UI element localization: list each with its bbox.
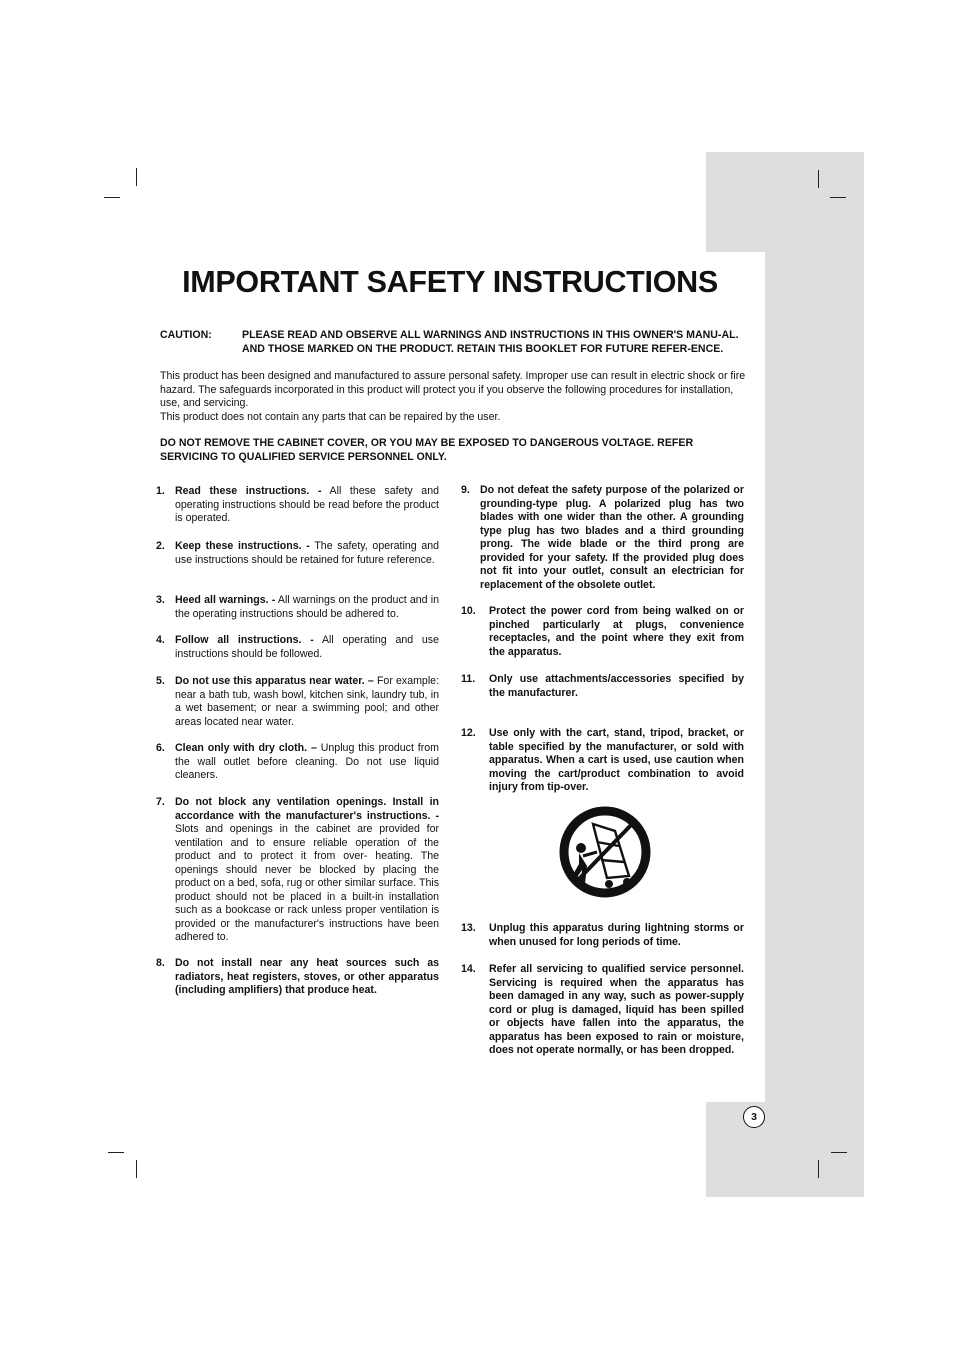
cabinet-warning: DO NOT REMOVE THE CABINET COVER, OR YOU MAY BE EXPOSED TO DANGEROUS VOLTAGE. REFER SERVICING TO QUALIFIED SERVICE PERSONNEL ONLY. xyxy=(160,437,694,463)
instruction-number: 4. xyxy=(156,634,165,646)
instruction-heading: Heed all warnings. - xyxy=(175,594,276,606)
intro-text xyxy=(160,370,748,424)
intro-paragraph: This product has been designed and manufactured to assure personal safety. Improper use can result in electric shock or fire hazard. The safeguards incorporated in this product will protect you if you observe the following procedures for installation, use, and servicing. xyxy=(160,370,746,409)
instruction-item xyxy=(0,922,744,949)
instruction-text: For example: near a bath tub, wash bowl, kitchen sink, laundry tub, in a wet basement; or near a swimming pool; and other areas located near water. xyxy=(175,675,440,728)
crop-mark xyxy=(136,1160,137,1178)
instruction-heading: Follow all instructions. - xyxy=(175,634,314,646)
crop-mark xyxy=(818,1160,819,1178)
instruction-heading: Read these instructions. - xyxy=(175,485,322,497)
crop-mark xyxy=(108,1152,124,1153)
instruction-text: All operating and use instructions should be followed. xyxy=(175,634,439,660)
side-tab-top xyxy=(706,152,864,252)
side-tab-strip xyxy=(765,252,864,1197)
instruction-heading: Do not use this apparatus near water. – xyxy=(175,675,374,687)
instruction-number: 5. xyxy=(156,675,165,687)
instruction-number: 12. xyxy=(461,727,476,739)
instruction-heading: Refer all servicing to qualified service personnel. Servicing is required when the apparatus has been damaged in any way, such as power-supply cord or plug is damaged, liquid has been spilled or objects have fallen into the apparatus, the apparatus has been exposed to rain or moisture, does not operate normally, or has been dropped. xyxy=(489,963,744,1056)
intro-paragraph: This product does not contain any parts that can be repaired by the user. xyxy=(160,410,501,423)
instruction-text: The safety, operating and use instructions should be retained for future reference. xyxy=(175,540,439,566)
instruction-number: 7. xyxy=(156,796,165,808)
instruction-heading: Protect the power cord from being walked on or pinched particularly at plugs, convenience receptacles, and the point where they exit from the apparatus. xyxy=(489,605,744,658)
instruction-item xyxy=(0,484,744,592)
crop-mark xyxy=(830,197,846,198)
cart-tip-over-warning-icon xyxy=(557,804,653,900)
instruction-text: All warnings on the product and in the operating instructions should be adhered to. xyxy=(175,594,440,620)
instruction-number: 13. xyxy=(461,922,476,934)
instruction-number: 8. xyxy=(156,957,165,969)
page-number: 3 xyxy=(743,1106,765,1128)
instruction-number: 1. xyxy=(156,485,165,497)
instruction-heading: Unplug this apparatus during lightning storms or when unused for long periods of time. xyxy=(489,922,744,948)
instruction-number: 6. xyxy=(156,742,165,754)
crop-mark xyxy=(136,168,137,186)
instruction-text: Slots and openings in the cabinet are provided for ventilation and to ensure reliable operation of the product and to protect it from over- heating. The openings should never be blocked by placing the product on a bed, sofa, rug or other similar surface. This product should not be placed in a built-in installation such as a bookcase or rack unless proper ventilation is provided or the manufacturer's instructions have been adhered to. xyxy=(175,823,439,943)
instruction-heading: Do not block any ventilation openings. Install in accordance with the manufacturer's instructions. - xyxy=(175,796,439,822)
caution-block xyxy=(160,329,748,356)
caution-text: PLEASE READ AND OBSERVE ALL WARNINGS AND INSTRUCTIONS IN THIS OWNER'S MANU-AL. AND THOSE MARKED ON THE PRODUCT. RETAIN THIS BOOKLET FOR FUTURE REFER-ENCE. xyxy=(242,329,739,355)
caution-label: CAUTION: xyxy=(160,329,212,341)
instruction-heading: Do not defeat the safety purpose of the polarized or grounding-type plug. A polarized plug has two blades with one wider than the other. A grounding type plug has two blades and a third grounding prong. The wide blade or the third prong are provided for your safety. If the provided plug does not fit into your outlet, consult an electrician for replacement of the obsolete outlet. xyxy=(480,484,744,591)
instruction-heading: Only use attachments/accessories specified by the manufacturer. xyxy=(489,673,744,699)
page-title: IMPORTANT SAFETY INSTRUCTIONS xyxy=(182,265,718,299)
instruction-item xyxy=(0,673,744,700)
instruction-text: Unplug this product from the wall outlet before cleaning. Do not use liquid cleaners. xyxy=(175,742,439,781)
instruction-number: 10. xyxy=(461,605,476,617)
instruction-item xyxy=(0,963,744,1058)
crop-mark xyxy=(818,170,819,188)
instruction-heading: Keep these instructions. - xyxy=(175,540,310,552)
instruction-number: 11. xyxy=(461,673,476,685)
crop-mark xyxy=(104,197,120,198)
instruction-number: 9. xyxy=(461,484,470,496)
crop-mark xyxy=(831,1152,847,1153)
side-tab-bottom xyxy=(706,1102,864,1197)
instruction-heading: Clean only with dry cloth. – xyxy=(175,742,317,754)
instruction-number: 2. xyxy=(156,540,165,552)
instruction-item xyxy=(0,727,744,795)
instruction-number: 14. xyxy=(461,963,476,975)
instruction-number: 3. xyxy=(156,594,165,606)
instruction-item xyxy=(0,605,744,659)
instruction-text: All these safety and operating instructions should be read before the product is operated. xyxy=(175,485,439,524)
instruction-heading: Use only with the cart, stand, tripod, bracket, or table specified by the manufacturer, or sold with apparatus. When a cart is used, use caution when moving the cart/product combination to avoid injury from tip-over. xyxy=(489,727,744,793)
instruction-heading: Do not install near any heat sources such as radiators, heat registers, stoves, or other apparatus (including amplifiers) that produce heat. xyxy=(175,957,439,996)
